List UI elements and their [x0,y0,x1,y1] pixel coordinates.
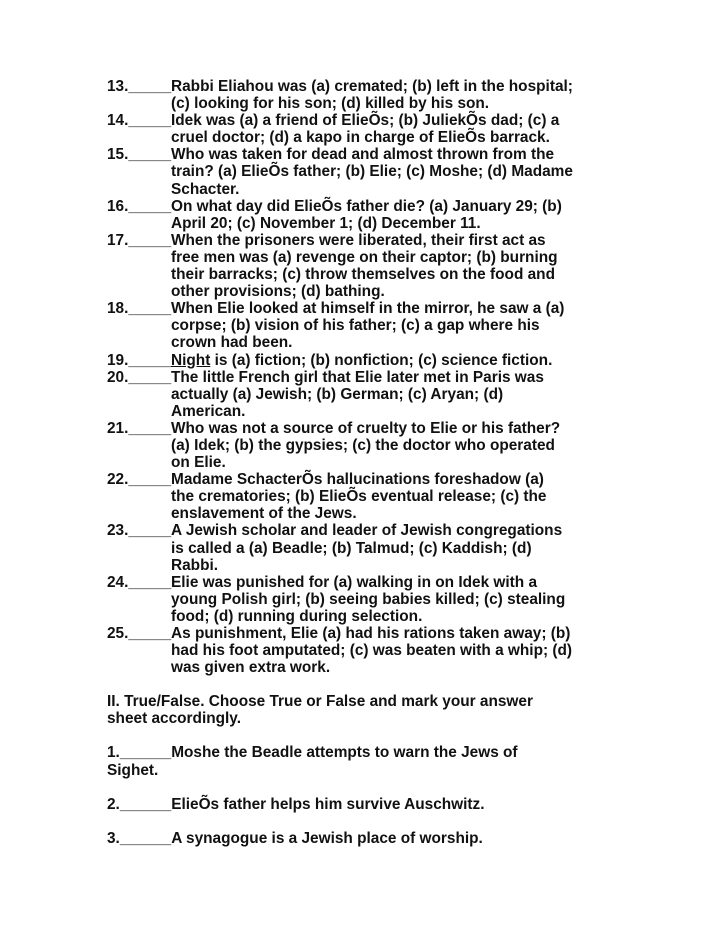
question-text: Madame SchacterÕs hallucinations foreshadow (a) the crematories; (b) ElieÕs eventual release; (c) the enslavement of the Jews. [171,471,547,523]
question-item [107,146,627,197]
question-number: 14._____ [107,112,172,130]
question-number: 17._____ [107,231,172,249]
question-item [107,232,627,300]
question-number: 22._____ [107,471,172,489]
question-item [107,112,627,146]
question-item [107,78,627,112]
question-item [107,471,627,522]
question-number: 20._____ [107,368,172,386]
question-number: 21._____ [107,419,172,437]
true-false-item [107,830,627,847]
book-title: Night [171,351,211,369]
question-number: 3.______ [107,829,172,847]
question-item [107,369,627,420]
question-number: 2.______ [107,795,172,813]
question-text: Moshe the Beadle attempts to warn the Jews of Sighet. [107,744,518,779]
question-text: A synagogue is a Jewish place of worship. [171,829,483,847]
multiple-choice-list [107,78,627,676]
question-number: 15._____ [107,146,172,164]
question-item [107,574,627,625]
question-text: On what day did ElieÕs father die? (a) January 29; (b) April 20; (c) November 1; (d) December 11. [171,197,562,232]
question-item [107,625,627,676]
question-text: A Jewish scholar and leader of Jewish congregations is called a (a) Beadle; (b) Talmud; (c) Kaddish; (d) Rabbi. [171,522,563,574]
question-item [107,300,627,351]
question-text-rest: is (a) fiction; (b) nonfiction; (c) science fiction. [210,351,553,369]
true-false-item [107,744,627,778]
true-false-item [107,796,627,813]
question-text: Idek was (a) a friend of ElieÕs; (b) JuliekÕs dad; (c) a cruel doctor; (d) a kapo in charge of ElieÕs barrack. [171,112,560,147]
question-text [171,352,627,369]
question-text: Who was taken for dead and almost thrown from the train? (a) ElieÕs father; (b) Elie; (c) Moshe; (d) Madame Schacter. [171,146,573,198]
quiz-page [107,78,627,847]
question-number: 19._____ [107,351,172,369]
question-text: The little French girl that Elie later met in Paris was actually (a) Jewish; (b) German; (c) Aryan; (d) American. [171,368,544,420]
question-number: 24._____ [107,573,172,591]
question-text: ElieÕs father helps him survive Auschwitz. [171,795,485,813]
question-number: 1.______ [107,744,172,762]
question-number: 16._____ [107,197,172,215]
question-text: As punishment, Elie (a) had his rations taken away; (b) had his foot amputated; (c) was beaten with a whip; (d) was given extra work. [171,625,573,677]
question-text: Rabbi Eliahou was (a) cremated; (b) left in the hospital; (c) looking for his son; (d) killed by his son. [171,78,573,113]
question-number: 25._____ [107,625,172,642]
question-item [107,198,627,232]
question-number: 18._____ [107,300,172,318]
question-text: Elie was punished for (a) walking in on Idek with a young Polish girl; (b) seeing babies killed; (c) stealing food; (d) running during selection. [171,573,566,625]
question-number: 13._____ [107,78,172,95]
question-item [107,352,627,369]
question-text: When the prisoners were liberated, their first act as free men was (a) revenge on their captor; (b) burning their barracks; (c) throw themselves on the food and other provisions; (d) bathing. [171,231,558,301]
question-number: 23._____ [107,522,172,540]
section-heading: II. True/False. Choose True or False and mark your answer sheet accordingly. [107,693,533,728]
question-item [107,420,627,471]
question-item [107,522,627,573]
question-text: Who was not a source of cruelty to Elie or his father? (a) Idek; (b) the gypsies; (c) the doctor who operated on Elie. [171,419,561,472]
question-text: When Elie looked at himself in the mirror, he saw a (a) corpse; (b) vision of his father; (c) a gap where his crown had been. [171,300,565,352]
